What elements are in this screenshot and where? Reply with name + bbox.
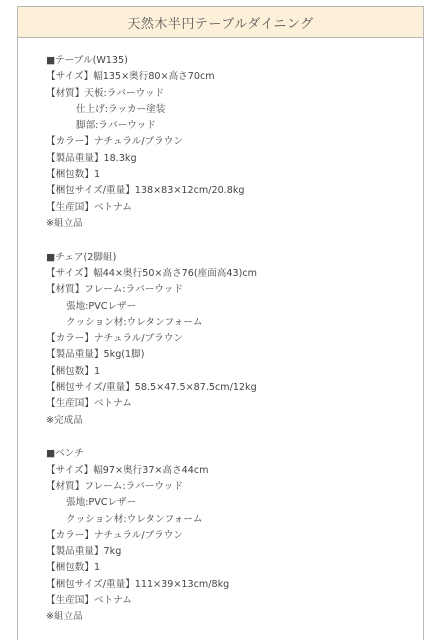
spec-note: ※組立品 [46,611,83,623]
spec-line: 【材質】天板:ラバーウッド [46,87,165,99]
spec-note: ※完成品 [46,414,83,426]
spec-line: 【梱包数】1 [46,365,101,377]
spec-line: 【梱包サイズ/重量】138×83×12cm/20.8kg [46,185,245,197]
spec-line: 【カラー】ナチュラル/ブラウン [46,333,183,345]
spec-line: 【製品重量】18.3kg [46,152,137,164]
spec-line: 【サイズ】幅97×奥行37×高さ44cm [46,464,209,476]
spec-line: 【生産国】ベトナム [46,201,132,213]
spec-line: 仕上げ:ラッカー塗装 [76,103,166,115]
spec-line: 張地:PVCレザー [66,300,137,312]
section-heading: ■ベンチ [46,448,84,460]
spec-line: 【サイズ】幅135×奥行80×高さ70cm [46,71,215,83]
section-chair [46,250,416,429]
spec-line: 【材質】フレーム:ラバーウッド [46,480,183,492]
spec-line: 【材質】フレーム:ラバーウッド [46,284,183,296]
spec-line: クッション材:ウレタンフォーム [66,316,203,328]
spec-line: 【カラー】ナチュラル/ブラウン [46,529,183,541]
title-bar [17,6,424,38]
spec-line: 【製品重量】7kg [46,546,122,558]
spec-note: ※組立品 [46,217,83,229]
section-bench [46,446,416,625]
spec-line: クッション材:ウレタンフォーム [66,513,203,525]
section-table [46,53,416,232]
spec-line: 【梱包サイズ/重量】58.5×47.5×87.5cm/12kg [46,382,257,394]
spec-line: 脚部:ラバーウッド [76,120,156,132]
spec-line: 【梱包数】1 [46,169,101,181]
spec-line: 張地:PVCレザー [66,497,137,509]
spec-line: 【梱包数】1 [46,562,101,574]
section-heading: ■チェア(2脚組) [46,251,117,263]
spec-line: 【生産国】ベトナム [46,594,132,606]
spec-line: 【サイズ】幅44×奥行50×高さ76(座面高43)cm [46,267,257,279]
section-heading: ■テーブル(W135) [46,55,128,66]
spec-line: 【製品重量】5kg(1脚) [46,349,145,361]
spec-line: 【カラー】ナチュラル/ブラウン [46,136,183,148]
page-title: 天然木半円テーブルダイニング [127,16,314,32]
spec-line: 【生産国】ベトナム [46,398,132,410]
spec-content [46,53,416,626]
spec-line: 【梱包サイズ/重量】111×39×13cm/8kg [46,578,230,590]
